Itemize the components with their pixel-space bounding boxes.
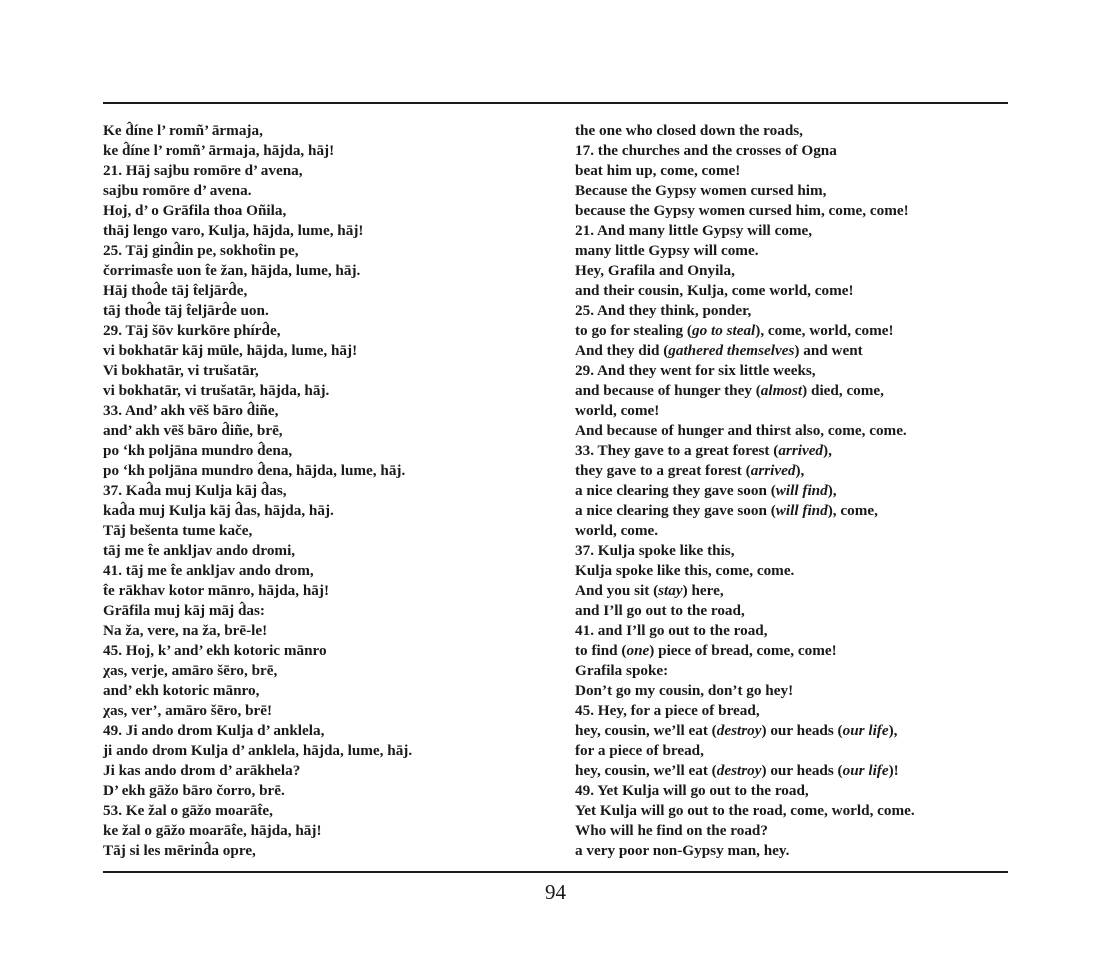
translation-text: ) our heads (: [761, 722, 843, 739]
translation-text: 21. And many little Gypsy will come,: [575, 222, 813, 239]
original-line: χas, verje, amāro šēro, brē,: [103, 662, 278, 679]
translation-gloss: arrived: [778, 442, 824, 459]
translation-text: ) here,: [682, 582, 724, 599]
translation-line: [575, 481, 1007, 501]
original-line: Ji kas ando drom d’ arākhela?: [103, 762, 301, 779]
original-line: 25. Tāj gind̂in pe, sokhot̂in pe,: [103, 242, 299, 259]
original-line: po ‘kh poljāna mundro d̂ena, hājda, lume, hāj.: [103, 462, 406, 479]
translation-line: [575, 581, 1007, 601]
translation-line: [575, 641, 1007, 661]
translation-line: [575, 241, 1007, 261]
translation-line: [575, 661, 1007, 681]
translation-line: [575, 281, 1007, 301]
original-line: D’ ekh gāžo bāro čorro, brē.: [103, 782, 285, 799]
translation-line: [575, 121, 1007, 141]
translation-line: [575, 621, 1007, 641]
translation-text: world, come.: [575, 522, 659, 539]
top-rule: [103, 102, 1008, 104]
translation-text: a nice clearing they gave soon (: [575, 502, 776, 519]
translation-text: And they did (: [575, 342, 669, 359]
translation-line: [575, 841, 1007, 861]
translation-line: [575, 821, 1007, 841]
original-line: 29. Tāj šōv kurkōre phírd̂e,: [103, 322, 281, 339]
original-line: Vi bokhatār, vi trušatār,: [103, 362, 259, 379]
translation-line: [575, 701, 1007, 721]
original-line: and’ akh vēš bāro d̂iñe, brē,: [103, 422, 283, 439]
translation-text: Grafila spoke:: [575, 662, 669, 679]
translation-line: [575, 681, 1007, 701]
translation-text: Yet Kulja will go out to the road, come, world, come.: [575, 802, 915, 819]
translation-text: because the Gypsy women cursed him, come, come!: [575, 202, 909, 219]
original-line: tāj me t̂e ankljav ando dromi,: [103, 542, 296, 559]
original-line: po ‘kh poljāna mundro d̂ena,: [103, 442, 293, 459]
translation-gloss: stay: [658, 582, 683, 599]
translation-text: to go for stealing (: [575, 322, 692, 339]
translation-text: the one who closed down the roads,: [575, 122, 803, 139]
translation-gloss: will find: [775, 482, 828, 499]
translation-text: ),: [823, 442, 832, 459]
original-line: vi bokhatār kāj mūle, hājda, lume, hāj!: [103, 342, 358, 359]
translation-line: [575, 541, 1007, 561]
translation-line: [575, 761, 1007, 781]
translation-text: ),: [827, 482, 837, 499]
translation-text: to find (: [575, 642, 627, 659]
translation-text: many little Gypsy will come.: [575, 242, 759, 259]
translation-text: Because the Gypsy women cursed him,: [575, 182, 827, 199]
translation-line: [575, 521, 1007, 541]
original-text-column: [103, 121, 553, 861]
translation-line: [575, 221, 1007, 241]
translation-line: [575, 161, 1007, 181]
original-line: Tāj si les mērind̂a opre,: [103, 842, 256, 859]
translation-text: hey, cousin, we’ll eat (: [575, 762, 717, 779]
translation-line: [575, 341, 1007, 361]
translation-text: and because of hunger they (: [575, 382, 761, 399]
translation-text: 41. and I’ll go out to the road,: [575, 622, 768, 639]
translation-line: [575, 361, 1007, 381]
translation-line: [575, 201, 1007, 221]
translation-text: world, come!: [575, 402, 660, 419]
translation-text: And you sit (: [575, 582, 659, 599]
translation-line: [575, 741, 1007, 761]
translation-text: And because of hunger and thirst also, come, come.: [575, 422, 907, 439]
translation-line: [575, 561, 1007, 581]
translation-gloss: our life: [842, 762, 889, 779]
translation-text: hey, cousin, we’ll eat (: [575, 722, 717, 739]
original-line: thāj lengo varo, Kulja, hājda, lume, hāj!: [103, 222, 364, 239]
translation-line: [575, 421, 1007, 441]
original-line: Grāfila muj kāj māj d̂as:: [103, 602, 265, 619]
translation-text: Who will he find on the road?: [575, 822, 768, 839]
translation-line: [575, 401, 1007, 421]
translation-gloss: arrived: [750, 462, 796, 479]
original-line: tāj thod̂e tāj t̂eljārd̂e uon.: [103, 302, 269, 319]
translation-line: [575, 461, 1007, 481]
translation-gloss: almost: [760, 382, 803, 399]
translation-gloss: will find: [775, 502, 828, 519]
translation-text: Kulja spoke like this, come, come.: [575, 562, 795, 579]
original-line: Na ža, vere, na ža, brē-le!: [103, 622, 268, 639]
translation-text: ) died, come,: [802, 382, 884, 399]
translation-column: [575, 121, 1007, 861]
translation-text: 29. And they went for six little weeks,: [575, 362, 816, 379]
translation-line: [575, 781, 1007, 801]
translation-line: [575, 441, 1007, 461]
translation-text: Don’t go my cousin, don’t go hey!: [575, 682, 794, 699]
translation-gloss: gathered themselves: [668, 342, 795, 359]
translation-text: 37. Kulja spoke like this,: [575, 542, 735, 559]
translation-line: [575, 501, 1007, 521]
original-line: čorrimast̂e uon t̂e žan, hājda, lume, hāj.: [103, 262, 361, 279]
original-line: sajbu romōre d’ avena.: [103, 182, 252, 199]
original-line: 21. Hāj sajbu romōre d’ avena,: [103, 162, 303, 179]
original-line: Hāj thod̂e tāj t̂eljārd̂e,: [103, 282, 248, 299]
translation-text: 25. And they think, ponder,: [575, 302, 752, 319]
translation-text: and I’ll go out to the road,: [575, 602, 745, 619]
translation-text: ),: [888, 722, 898, 739]
original-line: 37. Kad̂a muj Kulja kāj d̂as,: [103, 482, 287, 499]
translation-gloss: go to steal: [691, 322, 756, 339]
translation-line: [575, 301, 1007, 321]
original-line: Hoj, d’ o Grāfila thoa Oñila,: [103, 202, 287, 219]
translation-gloss: our life: [842, 722, 889, 739]
translation-line: [575, 381, 1007, 401]
translation-text: and their cousin, Kulja, come world, come!: [575, 282, 854, 299]
translation-text: Hey, Grafila and Onyila,: [575, 262, 735, 279]
translation-text: a nice clearing they gave soon (: [575, 482, 776, 499]
translation-line: [575, 321, 1007, 341]
translation-line: [575, 261, 1007, 281]
original-line: kad̂a muj Kulja kāj d̂as, hājda, hāj.: [103, 502, 334, 519]
translation-text: ) our heads (: [761, 762, 843, 779]
translation-line: [575, 181, 1007, 201]
original-line: 53. Ke žal o gāžo moarāt̂e,: [103, 802, 273, 819]
translation-gloss: destroy: [716, 722, 762, 739]
translation-text: 33. They gave to a great forest (: [575, 442, 779, 459]
translation-text: ), come, world, come!: [755, 322, 894, 339]
bottom-rule: [103, 871, 1008, 873]
original-line: Ke d̂íne l’ romñ’ ārmaja,: [103, 122, 263, 139]
page-number: 94: [545, 880, 566, 904]
original-line: ji ando drom Kulja d’ anklela, hājda, lume, hāj.: [103, 742, 413, 759]
original-line: vi bokhatār, vi trušatār, hājda, hāj.: [103, 382, 330, 399]
translation-text: beat him up, come, come!: [575, 162, 741, 179]
original-line: t̂e rākhav kotor mānro, hājda, hāj!: [103, 582, 329, 599]
original-line: 41. tāj me t̂e ankljav ando drom,: [103, 562, 314, 579]
translation-text: ) and went: [794, 342, 863, 359]
translation-text: ) piece of bread, come, come!: [649, 642, 837, 659]
translation-line: [575, 721, 1007, 741]
translation-gloss: one: [626, 642, 650, 659]
original-line: and’ ekh kotoric mānro,: [103, 682, 260, 699]
translation-line: [575, 601, 1007, 621]
translation-text: 17. the churches and the crosses of Ogna: [575, 142, 837, 159]
translation-text: they gave to a great forest (: [575, 462, 751, 479]
translation-gloss: destroy: [716, 762, 762, 779]
translation-text: 49. Yet Kulja will go out to the road,: [575, 782, 809, 799]
original-line: 49. Ji ando drom Kulja d’ anklela,: [103, 722, 325, 739]
translation-text: ), come,: [827, 502, 878, 519]
original-line: Tāj bešenta tume kače,: [103, 522, 253, 539]
translation-text: ),: [795, 462, 805, 479]
translation-line: [575, 141, 1007, 161]
translation-text: for a piece of bread,: [575, 742, 704, 759]
translation-line: [575, 801, 1007, 821]
original-line: ke d̂íne l’ romñ’ ārmaja, hājda, hāj!: [103, 142, 335, 159]
translation-text: a very poor non-Gypsy man, hey.: [575, 842, 790, 859]
original-line: 33. And’ akh vēš bāro d̂iñe,: [103, 402, 279, 419]
original-line: 45. Hoj, k’ and’ ekh kotoric mānro: [103, 642, 327, 659]
original-line: ke žal o gāžo moarāt̂e, hājda, hāj!: [103, 822, 322, 839]
original-line: χas, ver’, amāro šēro, brē!: [103, 702, 273, 719]
translation-text: 45. Hey, for a piece of bread,: [575, 702, 760, 719]
translation-text: )!: [888, 762, 899, 779]
